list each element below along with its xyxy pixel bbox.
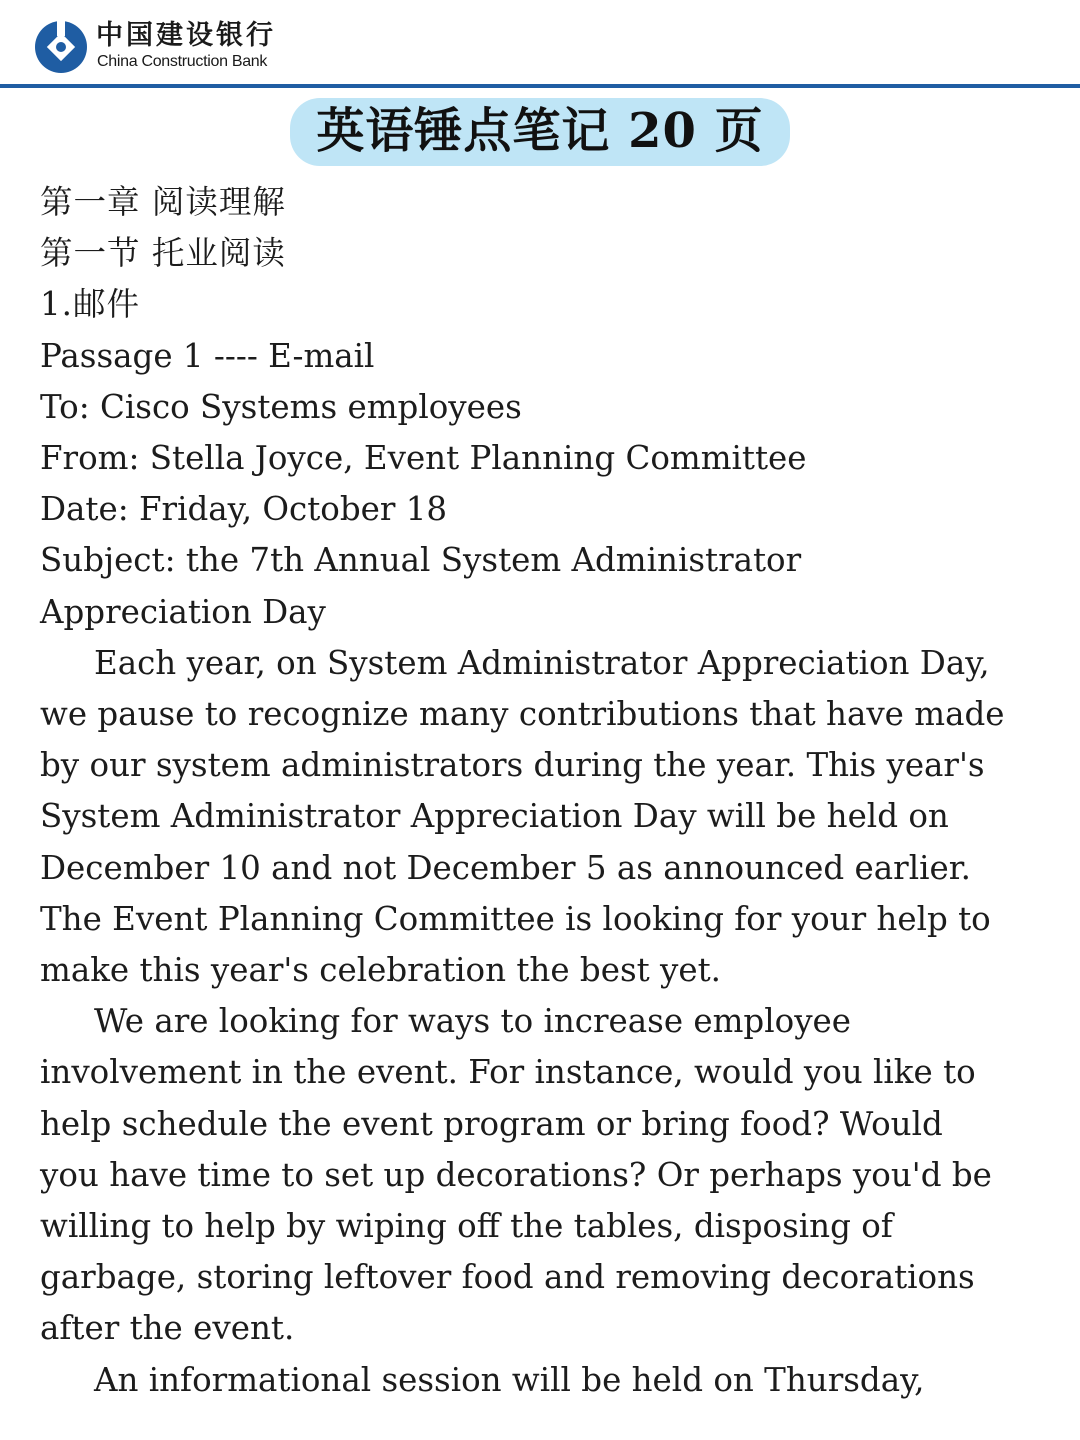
paragraph-line: garbage, storing leftover food and removing decorations bbox=[40, 1258, 975, 1297]
subsection-heading: 1.邮件 bbox=[40, 285, 141, 324]
page-title: 英语锤点笔记 20 页 bbox=[290, 98, 789, 166]
paragraph-line: We are looking for ways to increase employee bbox=[94, 1002, 852, 1041]
paragraph-line: make this year's celebration the best yet. bbox=[40, 951, 722, 990]
paragraph-line: System Administrator Appreciation Day will be held on bbox=[40, 797, 949, 836]
paragraph-line: involvement in the event. For instance, would you like to bbox=[40, 1053, 976, 1092]
title-container bbox=[0, 98, 1080, 166]
paragraph-line: by our system administrators during the year. This year's bbox=[40, 746, 985, 785]
bank-name-cn: 中国建设银行 bbox=[96, 20, 276, 51]
email-from: From: Stella Joyce, Event Planning Committee bbox=[40, 439, 807, 478]
chapter-heading: 第一章 阅读理解 bbox=[40, 183, 286, 221]
paragraph-line: after the event. bbox=[40, 1309, 295, 1348]
passage-title: Passage 1 ---- E-mail bbox=[40, 336, 375, 375]
ccb-logo-icon bbox=[34, 20, 88, 74]
email-subject-continued: Appreciation Day bbox=[40, 592, 326, 631]
paragraph-line: willing to help by wiping off the tables, disposing of bbox=[40, 1207, 893, 1246]
paragraph-line: you have time to set up decorations? Or perhaps you'd be bbox=[40, 1155, 992, 1194]
email-date: Date: Friday, October 18 bbox=[40, 490, 448, 529]
section-heading: 第一节 托业阅读 bbox=[40, 234, 286, 273]
paragraph-line: Each year, on System Administrator Appreciation Day, bbox=[94, 643, 990, 682]
email-to: To: Cisco Systems employees bbox=[40, 387, 522, 426]
email-subject: Subject: the 7th Annual System Administrator bbox=[40, 541, 802, 580]
paragraph-line: An informational session will be held on Thursday, bbox=[94, 1360, 925, 1399]
document-body bbox=[40, 177, 1050, 1406]
paragraph-line: December 10 and not December 5 as announced earlier. bbox=[40, 848, 972, 887]
header-divider bbox=[0, 84, 1080, 88]
paragraph-line: we pause to recognize many contributions that have made bbox=[40, 695, 1005, 734]
paragraph-line: The Event Planning Committee is looking for your help to bbox=[40, 899, 991, 938]
bank-name-en: China Construction Bank bbox=[97, 53, 268, 70]
header-bar bbox=[0, 0, 1080, 86]
paragraph-line: help schedule the event program or bring food? Would bbox=[40, 1104, 943, 1143]
